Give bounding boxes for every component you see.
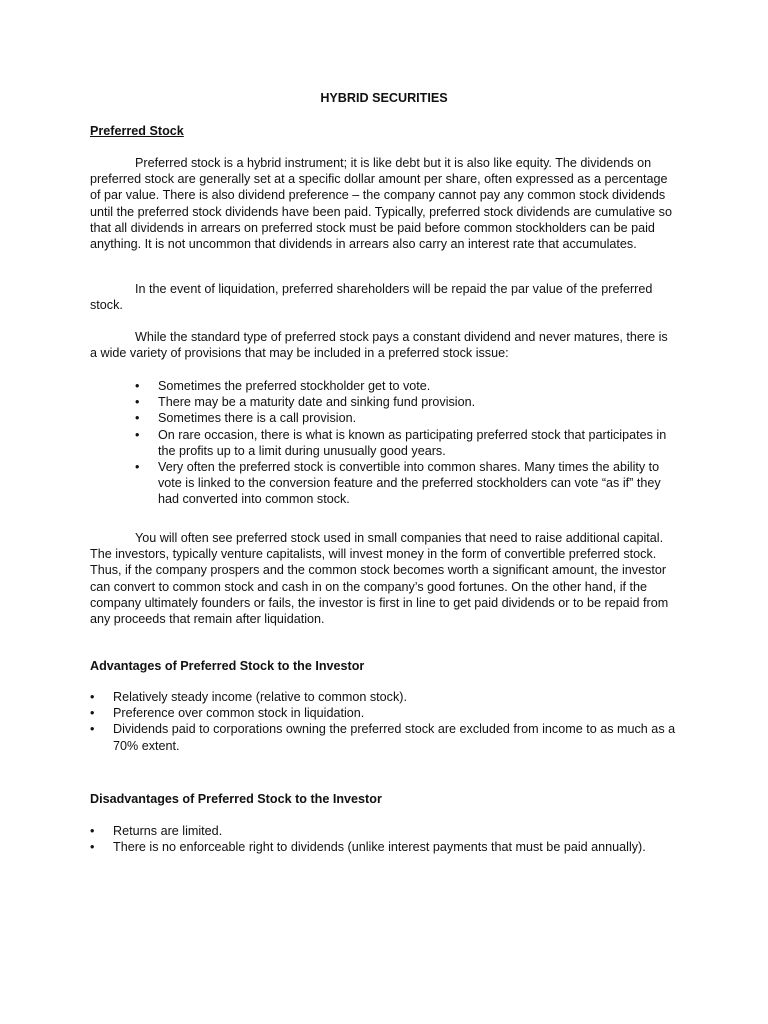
bullet-icon: • bbox=[135, 395, 140, 410]
list-item-text: Dividends paid to corporations owning the preferred stock are excluded from income to as much as a 70% extent. bbox=[113, 722, 676, 753]
list-item bbox=[90, 689, 678, 705]
preferred-stock-heading: Preferred Stock bbox=[90, 124, 184, 138]
bullet-icon: • bbox=[90, 706, 95, 721]
list-item-text: There is no enforceable right to dividends (unlike interest payments that must be paid annually). bbox=[113, 840, 646, 855]
list-item-text: Returns are limited. bbox=[113, 824, 223, 838]
bullet-icon: • bbox=[90, 722, 95, 737]
bullet-icon: • bbox=[135, 411, 140, 426]
list-item bbox=[135, 378, 679, 394]
advantages-list bbox=[90, 689, 678, 754]
list-item-text: Relatively steady income (relative to common stock). bbox=[113, 690, 407, 704]
list-item-text: Preference over common stock in liquidation. bbox=[113, 706, 365, 721]
bullet-icon: • bbox=[135, 460, 140, 475]
bullet-icon: • bbox=[135, 427, 140, 442]
bullet-icon: • bbox=[90, 690, 95, 704]
document-title: HYBRID SECURITIES bbox=[320, 91, 448, 105]
list-item bbox=[90, 705, 678, 721]
paragraph-venture-capital: You will often see preferred stock used in small companies that need to raise additional capital. The investors, typically venture capitalists, will invest money in the form of convertible preferred stock. Thus, if the company prospers and the common stock becomes worth a significant amount, the investor can convert to common stock and cash in on the company’s good fortunes. On the other hand, if the company ultimately founders or fails, the investor is first in line to get paid dividends or to be repaid from any proceeds that remain after liquidation. bbox=[90, 531, 669, 627]
list-item-text: Sometimes there is a call provision. bbox=[158, 411, 357, 426]
list-item-text: Sometimes the preferred stockholder get to vote. bbox=[158, 379, 431, 393]
disadvantages-list bbox=[90, 823, 678, 855]
list-item bbox=[90, 721, 678, 753]
paragraph-provisions-intro: While the standard type of preferred stock pays a constant dividend and never matures, there is a wide variety of provisions that may be included in a preferred stock issue: bbox=[90, 330, 668, 361]
list-item-text: Very often the preferred stock is convertible into common shares. Many times the ability to vote is linked to the conversion feature and the preferred stockholders can vote “as if” they had converted into common stock. bbox=[158, 460, 661, 507]
list-item bbox=[90, 823, 678, 839]
list-item bbox=[135, 459, 679, 508]
bullet-icon: • bbox=[135, 379, 140, 393]
provisions-list bbox=[135, 378, 679, 508]
list-item bbox=[90, 839, 678, 855]
bullet-icon: • bbox=[90, 824, 95, 838]
paragraph-liquidation: In the event of liquidation, preferred shareholders will be repaid the par value of the preferred stock. bbox=[90, 282, 653, 313]
advantages-heading: Advantages of Preferred Stock to the Investor bbox=[90, 659, 365, 673]
paragraph-hybrid-instrument: Preferred stock is a hybrid instrument; it is like debt but it is also like equity. The dividends on preferred stock are generally set at a specific dollar amount per share, often expressed as a percentage of par value. There is also dividend preference – the company cannot pay any common stock dividends until the preferred stock dividends have been paid. Typically, preferred stock dividends are cumulative so that all dividends in arrears on preferred stock must be paid before common stockholders can be paid anything. It is not uncommon that dividends in arrears also carry an interest rate that accumulates. bbox=[90, 156, 672, 252]
bullet-icon: • bbox=[90, 840, 95, 855]
list-item bbox=[135, 427, 679, 459]
list-item-text: On rare occasion, there is what is known as participating preferred stock that participates in the profits up to a limit during unusually good years. bbox=[158, 427, 667, 458]
list-item bbox=[135, 410, 679, 426]
disadvantages-heading: Disadvantages of Preferred Stock to the Investor bbox=[90, 792, 382, 806]
list-item-text: There may be a maturity date and sinking fund provision. bbox=[158, 395, 476, 410]
list-item bbox=[135, 394, 679, 410]
